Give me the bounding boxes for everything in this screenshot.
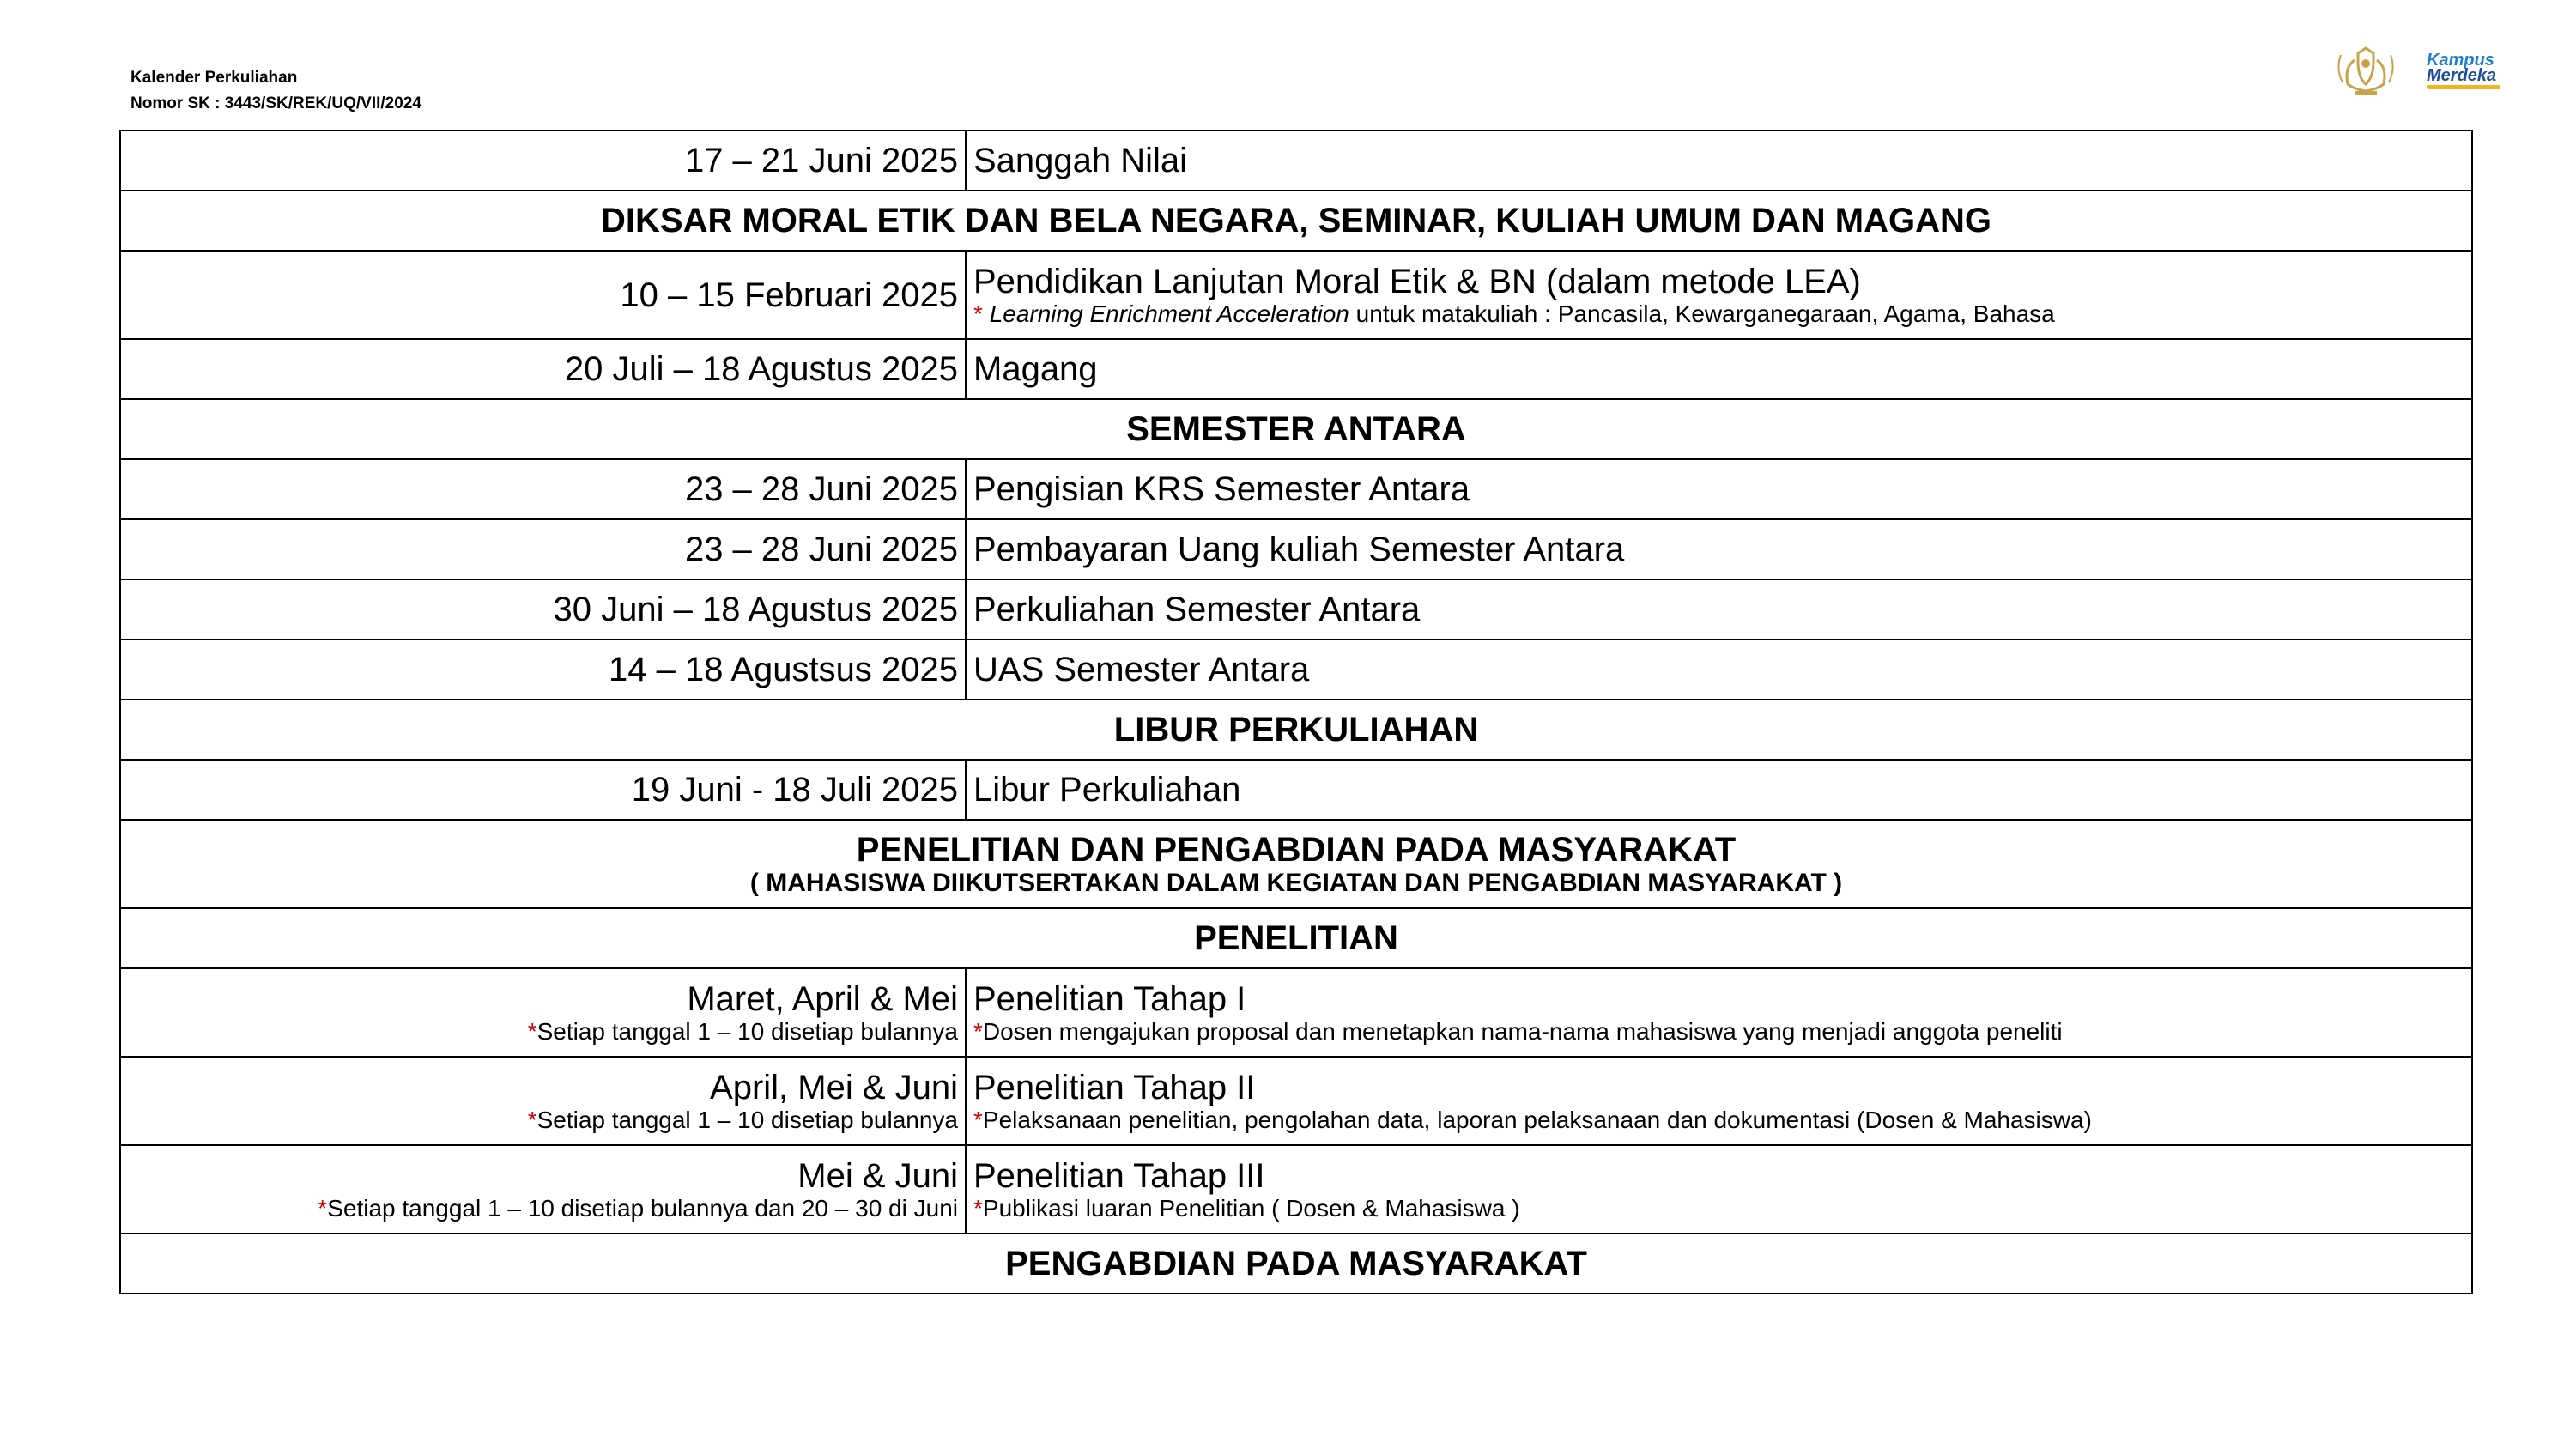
table-row [120,459,2472,519]
note-italic: Learning Enrichment Acceleration [989,300,1349,327]
logo-group [2329,43,2500,98]
section-row [120,820,2472,908]
sk-number: Nomor SK : 3443/SK/REK/UQ/VII/2024 [130,94,421,112]
table-row [120,968,2472,1057]
activity-cell [966,251,2472,339]
table-row [120,1145,2472,1234]
note-text: Setiap tanggal 1 – 10 disetiap bulannya [536,1106,958,1133]
section-row [120,908,2472,968]
activity-cell: Pembayaran Uang kuliah Semester Antara [966,519,2472,579]
table-row [120,130,2472,191]
note-asterisk: * [527,1106,537,1133]
date-cell: 10 – 15 Februari 2025 [120,251,966,339]
note-text: Setiap tanggal 1 – 10 disetiap bulannya [536,1017,958,1045]
logo-underline [2427,85,2500,89]
note-asterisk: * [527,1017,537,1045]
date-cell: 23 – 28 Juni 2025 [120,519,966,579]
date-cell: 20 Juli – 18 Agustus 2025 [120,339,966,399]
table-row [120,1057,2472,1145]
university-crest-icon [2329,43,2403,98]
activity-label: Penelitian Tahap II [973,1068,1256,1106]
date-note [128,1195,958,1222]
table-row [120,760,2472,820]
activity-cell: Pengisian KRS Semester Antara [966,459,2472,519]
date-cell: 19 Juni - 18 Juli 2025 [120,760,966,820]
note-asterisk: * [973,1106,983,1133]
kampus-logo-text: Kampus [2427,50,2494,70]
activity-label: Penelitian Tahap III [973,1156,1265,1195]
activity-note [973,1106,2464,1134]
activity-note [973,1195,2464,1222]
section-title: PENELITIAN DAN PENGABDIAN PADA MASYARAKAT [856,830,1737,869]
section-heading: SEMESTER ANTARA [120,399,2472,459]
table-row [120,251,2472,339]
date-cell [120,968,966,1057]
date-label: Mei & Juni [797,1156,958,1195]
activity-cell [966,968,2472,1057]
table-row [120,640,2472,700]
section-row [120,1234,2472,1294]
date-label: Maret, April & Mei [687,979,958,1018]
section-row [120,700,2472,760]
date-cell [120,1145,966,1234]
document-header [130,65,421,117]
section-heading: LIBUR PERKULIAHAN [120,700,2472,760]
table-row [120,519,2472,579]
section-row [120,399,2472,459]
note-text: Pelaksanaan penelitian, pengolahan data, laporan pelaksanaan dan dokumentasi (Dosen & Mahasiswa) [982,1106,2092,1133]
table-row [120,339,2472,399]
calendar-table [119,130,2473,1294]
note-asterisk: * [318,1194,328,1222]
date-cell: 23 – 28 Juni 2025 [120,459,966,519]
date-cell [120,1057,966,1145]
date-cell: 14 – 18 Agustsus 2025 [120,640,966,700]
kampus-merdeka-logo [2427,52,2500,89]
note-text: Setiap tanggal 1 – 10 disetiap bulannya dan 20 – 30 di Juni [327,1194,958,1222]
activity-cell [966,1145,2472,1234]
section-subtitle: ( MAHASISWA DIIKUTSERTAKAN DALAM KEGIATAN DAN PENGABDIAN MASYARAKAT ) [749,868,1843,897]
date-note [128,1018,958,1046]
section-heading [120,820,2472,908]
activity-cell: Libur Perkuliahan [966,760,2472,820]
date-label: April, Mei & Juni [710,1068,958,1106]
activity-note [973,1018,2464,1046]
table-row [120,579,2472,640]
activity-cell: Sanggah Nilai [966,130,2472,191]
section-row [120,191,2472,251]
activity-cell [966,1057,2472,1145]
note-text: untuk matakuliah : Pancasila, Kewarganegaraan, Agama, Bahasa [1349,300,2055,327]
note-asterisk: * [973,1017,983,1045]
note-text: Publikasi luaran Penelitian ( Dosen & Mahasiswa ) [982,1194,1520,1222]
date-cell: 30 Juni – 18 Agustus 2025 [120,579,966,640]
document-title: Kalender Perkuliahan [130,69,298,87]
section-heading: DIKSAR MORAL ETIK DAN BELA NEGARA, SEMINAR, KULIAH UMUM DAN MAGANG [120,191,2472,251]
merdeka-logo-text: Merdeka [2427,65,2497,85]
activity-note [973,300,2464,328]
activity-label: Pendidikan Lanjutan Moral Etik & BN (dalam metode LEA) [973,262,1861,300]
date-cell: 17 – 21 Juni 2025 [120,130,966,191]
note-asterisk: * [973,300,983,327]
activity-label: Penelitian Tahap I [973,979,1246,1018]
note-text: Dosen mengajukan proposal dan menetapkan nama-nama mahasiswa yang menjadi anggota peneliti [982,1017,2063,1045]
date-note [128,1106,958,1134]
activity-cell: Magang [966,339,2472,399]
note-asterisk: * [973,1194,983,1222]
section-heading: PENGABDIAN PADA MASYARAKAT [120,1234,2472,1294]
section-heading: PENELITIAN [120,908,2472,968]
activity-cell: UAS Semester Antara [966,640,2472,700]
activity-cell: Perkuliahan Semester Antara [966,579,2472,640]
